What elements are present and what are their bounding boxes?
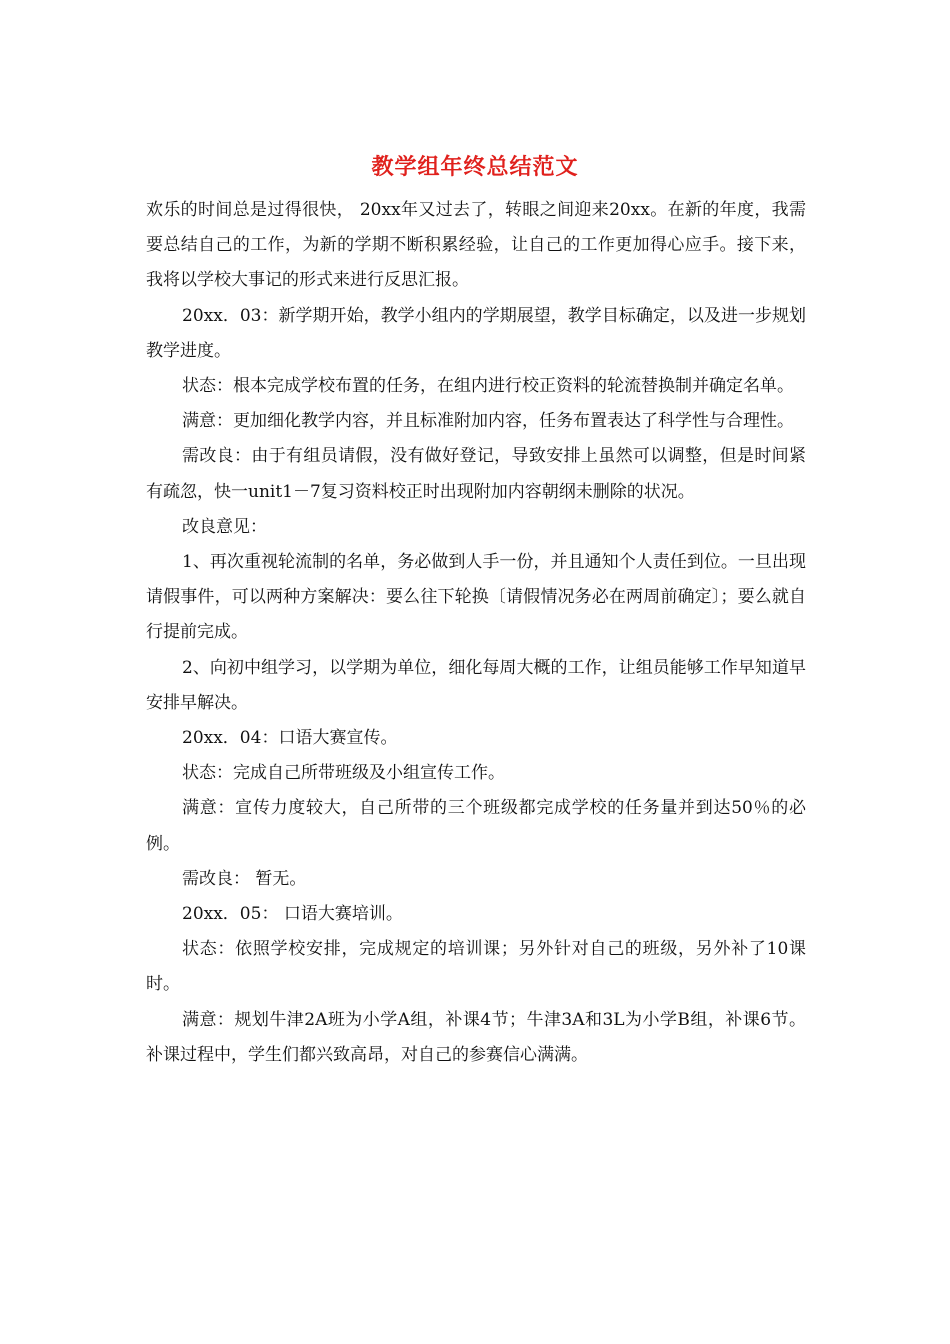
paragraph-may-event: 20xx．05： 口语大赛培训。 <box>182 904 403 925</box>
paragraph-april-satisfied: 满意：宣传力度较大，自己所带的三个班级都完成学校的任务量并到达50％的必例。 <box>146 798 806 854</box>
document-body <box>146 193 806 1073</box>
paragraph-march-improve: 需改良：由于有组员请假，没有做好登记，导致安排上虽然可以调整，但是时间紧有疏忽，快一unit1－7复习资料校正时出现附加内容朝纲未删除的状况。 <box>146 446 806 502</box>
document-title: 教学组年终总结范文 <box>371 154 579 180</box>
paragraph-april-improve: 需改良： 暂无。 <box>182 868 307 889</box>
paragraph-march-status: 状态：根本完成学校布置的任务，在组内进行校正资料的轮流替换制并确定名单。 <box>182 376 794 397</box>
paragraph-suggestions-heading: 改良意见： <box>182 516 267 537</box>
paragraph-may-satisfied: 满意：规划牛津2A班为小学A组，补课4节；牛津3A和3L为小学B组，补课6节。补课过程中，学生们都兴致高昂，对自己的参赛信心满满。 <box>146 1009 806 1065</box>
paragraph-march-satisfied: 满意：更加细化教学内容，并且标准附加内容，任务布置表达了科学性与合理性。 <box>182 411 794 432</box>
paragraph-march-event: 20xx．03：新学期开始，教学小组内的学期展望，教学目标确定，以及进一步规划教学进度。 <box>146 305 806 361</box>
paragraph-april-event: 20xx．04：口语大赛宣传。 <box>182 728 398 749</box>
paragraph-suggestion-2: 2、向初中组学习，以学期为单位，细化每周大概的工作，让组员能够工作早知道早安排早解决。 <box>146 657 806 713</box>
paragraph-april-status: 状态：完成自己所带班级及小组宣传工作。 <box>182 763 505 784</box>
paragraph-intro: 欢乐的时间总是过得很快， 20xx年又过去了，转眼之间迎来20xx。在新的年度，我需要总结自己的工作，为新的学期不断积累经验，让自己的工作更加得心应手。接下来，我将以学校大事记的形式来进行反思汇报。 <box>146 200 806 291</box>
paragraph-suggestion-1: 1、再次重视轮流制的名单，务必做到人手一份，并且通知个人责任到位。一旦出现请假事件，可以两种方案解决：要么往下轮换〔请假情况务必在两周前确定〕；要么就自行提前完成。 <box>146 552 806 643</box>
paragraph-may-status: 状态：依照学校安排，完成规定的培训课；另外针对自己的班级，另外补了10课时。 <box>146 939 806 995</box>
